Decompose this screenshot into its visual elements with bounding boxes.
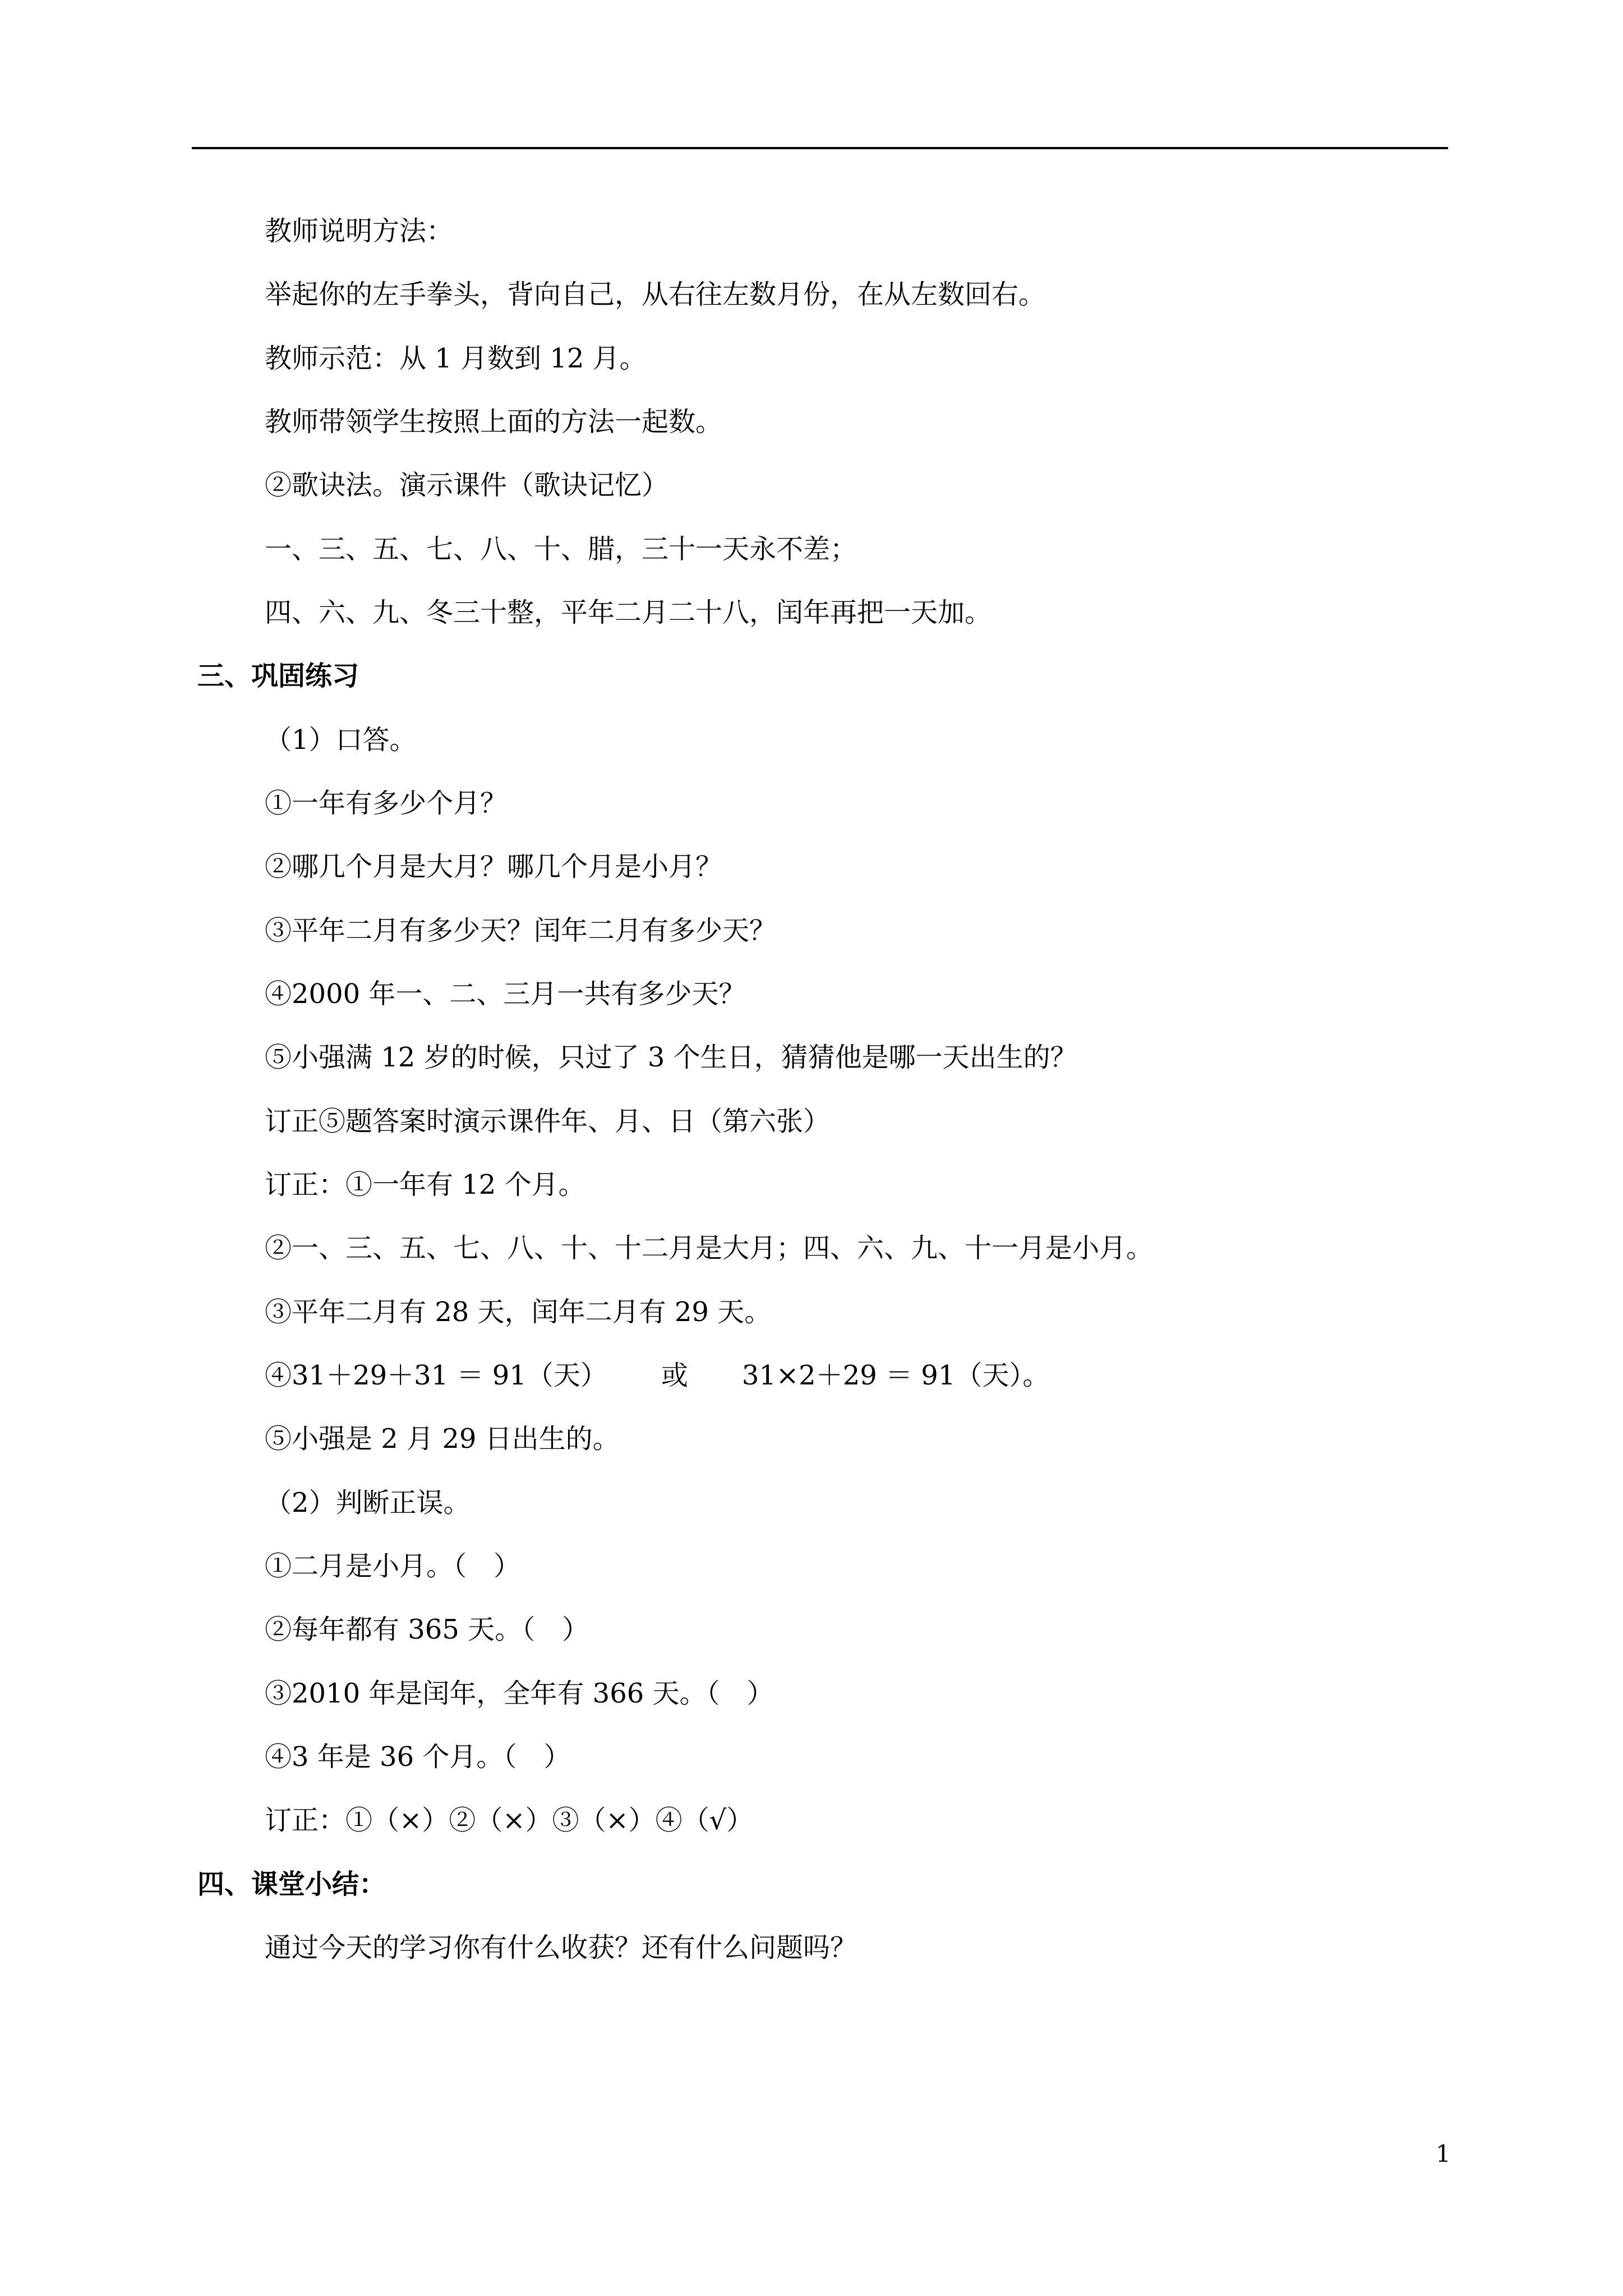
judge-item-3: ③2010 年是闰年，全年有 366 天。（ ）: [265, 1678, 774, 1709]
question-4: ④2000 年一、二、三月一共有多少天？: [265, 978, 746, 1010]
question-2: ②哪几个月是大月？哪几个月是小月？: [265, 851, 723, 882]
summary-text: 通过今天的学习你有什么收获？还有什么问题吗？: [265, 1932, 857, 1963]
judge-item-1: ①二月是小月。（ ）: [265, 1550, 521, 1582]
section-heading-practice: 三、巩固练习: [197, 660, 359, 692]
judge-title: （2）判断正误。: [265, 1487, 471, 1519]
paragraph-teacher-method: 教师说明方法：: [265, 215, 454, 247]
question-1: ①一年有多少个月？: [265, 788, 508, 819]
judge-answer: 订正：①（×）②（×）③（×）④（√）: [265, 1805, 754, 1836]
rhyme-line-2: 四、六、九、冬三十整，平年二月二十八，闰年再把一天加。: [265, 597, 992, 628]
oral-answer-title: （1）口答。: [265, 724, 417, 756]
question-5: ⑤小强满 12 岁的时候，只过了 3 个生日，猜猜他是哪一天出生的？: [265, 1042, 1077, 1073]
paragraph-count-together: 教师带领学生按照上面的方法一起数。: [265, 406, 723, 438]
answer-1: 订正：①一年有 12 个月。: [265, 1169, 585, 1200]
section-heading-summary: 四、课堂小结：: [197, 1869, 386, 1900]
page-number: 1: [1436, 2140, 1451, 2168]
paragraph-rhyme-method: ②歌诀法。演示课件（歌诀记忆）: [265, 470, 669, 501]
question-3: ③平年二月有多少天？闰年二月有多少天？: [265, 915, 777, 946]
judge-item-2: ②每年都有 365 天。（ ）: [265, 1614, 589, 1645]
answer-2: ②一、三、五、七、八、十、十二月是大月；四、六、九、十一月是小月。: [265, 1232, 1154, 1264]
answer-4-equation-right: 31×2＋29 ＝ 91（天）。: [741, 1360, 1050, 1391]
rhyme-line-1: 一、三、五、七、八、十、腊，三十一天永不差；: [265, 533, 857, 565]
paragraph-fist-method: 举起你的左手拳头，背向自己，从右往左数月份，在从左数回右。: [265, 279, 1046, 310]
paragraph-teacher-demo: 教师示范：从 1 月数到 12 月。: [265, 343, 647, 374]
answer-5: ⑤小强是 2 月 29 日出生的。: [265, 1423, 620, 1455]
header-rule: [192, 147, 1448, 149]
answer-4-or: 或: [661, 1360, 688, 1391]
answer-4: [265, 1359, 1049, 1392]
judge-item-4: ④3 年是 36 个月。（ ）: [265, 1741, 571, 1773]
answer-3: ③平年二月有 28 天，闰年二月有 29 天。: [265, 1296, 772, 1328]
courseware-note: 订正⑤题答案时演示课件年、月、日（第六张）: [265, 1106, 831, 1137]
answer-4-equation-left: ④31＋29＋31 ＝ 91（天）: [265, 1360, 607, 1391]
